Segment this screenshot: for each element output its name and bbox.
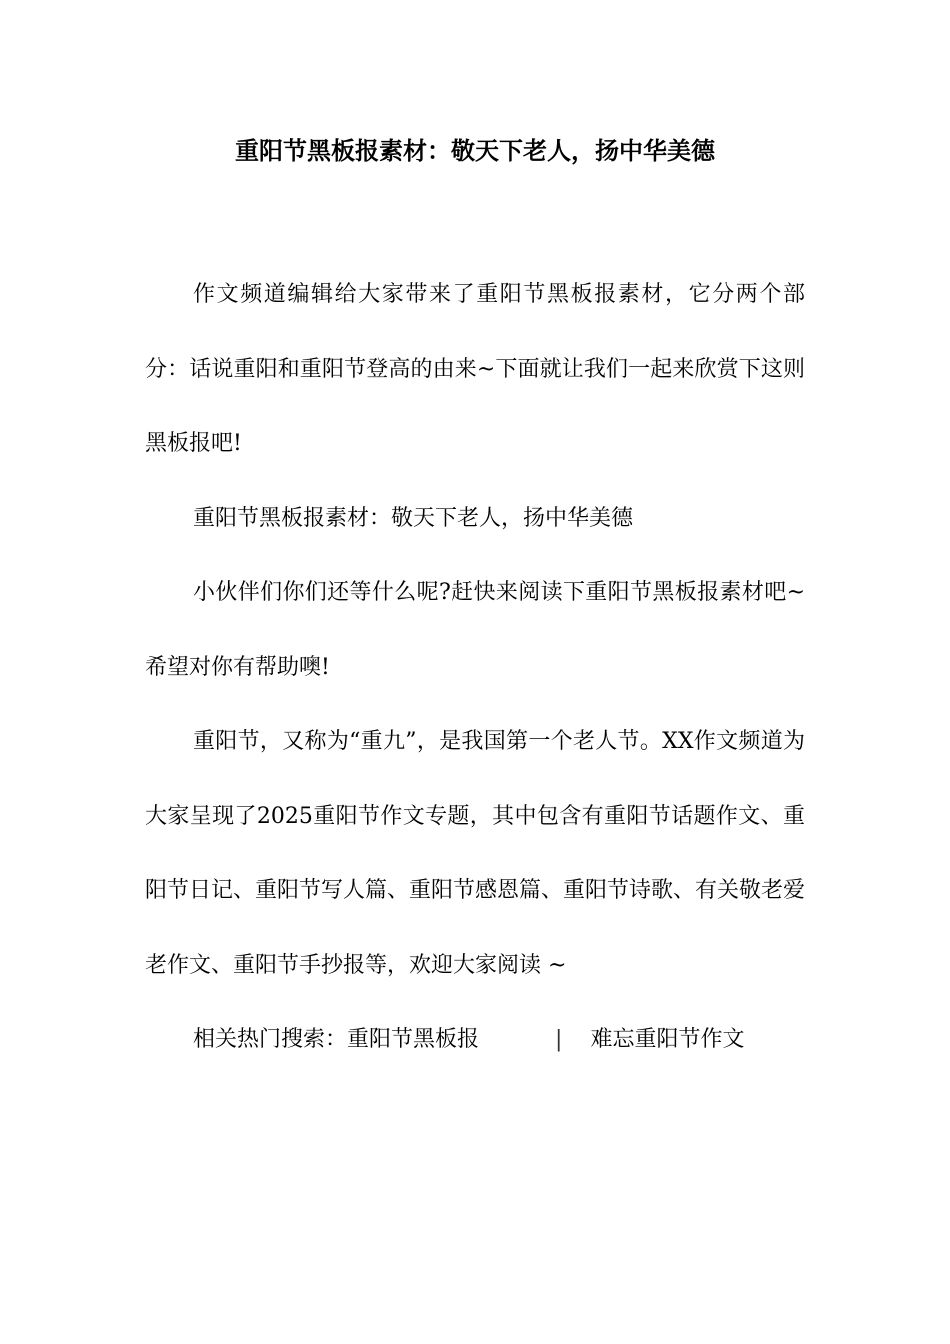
related-search-link-2[interactable]: 难忘重阳节作文	[590, 1027, 745, 1052]
related-search-link-1[interactable]: 重阳节黑板报	[347, 1027, 480, 1052]
related-search-separator: |	[555, 1027, 563, 1052]
document-title: 重阳节黑板报素材：敬天下老人，扬中华美德	[235, 137, 715, 165]
subtitle-paragraph: 重阳节黑板报素材：敬天下老人，扬中华美德	[193, 505, 634, 531]
invite-paragraph: 小伙伴们你们还等什么呢?赶快来阅读下重阳节黑板报素材吧~希望对你有帮助噢!	[145, 580, 805, 680]
intro-paragraph: 作文频道编辑给大家带来了重阳节黑板报素材，它分两个部分：话说重阳和重阳节登高的由来~下面就让我们一起来欣赏下这则黑板报吧!	[145, 282, 805, 456]
document-body	[145, 258, 805, 1078]
festival-paragraph: 重阳节，又称为“重九”，是我国第一个老人节。XX作文频道为大家呈现了2025重阳节作文专题，其中包含有重阳节话题作文、重阳节日记、重阳节写人篇、重阳节感恩篇、重阳节诗歌、有关敬老爱老作文、重阳节手抄报等，欢迎大家阅读 ~	[145, 729, 806, 978]
related-search	[145, 1003, 805, 1078]
related-search-label: 相关热门搜索：	[193, 1027, 348, 1052]
